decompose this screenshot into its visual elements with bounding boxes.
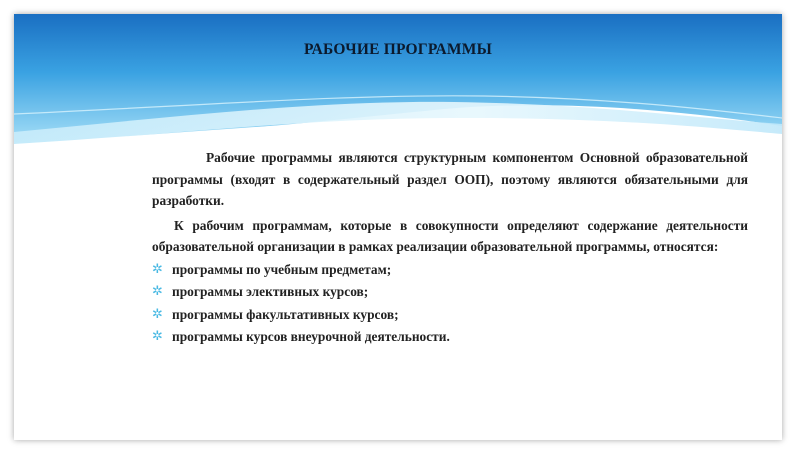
list-item [152,304,748,327]
header-wave-background [14,14,782,164]
paragraph-intro: Рабочие программы являются структурным компонентом Основной образовательной программы (входят в содержательный раздел ООП), поэтому являются обязательными для разработки. [152,150,748,208]
list-item-text: программы по учебным предметам; [172,261,392,277]
star-bullet-icon: ✲ [152,261,163,277]
list-item [152,326,748,349]
bullet-list [152,259,748,349]
list-item-text: программы курсов внеурочной деятельности. [172,329,450,344]
slide [14,14,782,440]
slide-title: РАБОЧИЕ ПРОГРАММЫ [303,41,493,58]
list-item-text: программы факультативных курсов; [172,306,399,322]
slide-content [152,147,748,349]
star-bullet-icon: ✲ [152,306,163,322]
star-bullet-icon: ✲ [152,284,163,299]
star-bullet-icon: ✲ [152,329,163,344]
list-item-text: программы элективных курсов; [172,284,369,299]
paragraph-list-intro: К рабочим программам, которые в совокупности определяют содержание деятельности образовательной организации в рамках реализации образовательной программы, относятся: [152,217,748,254]
list-item [152,281,748,304]
list-item [152,259,748,282]
